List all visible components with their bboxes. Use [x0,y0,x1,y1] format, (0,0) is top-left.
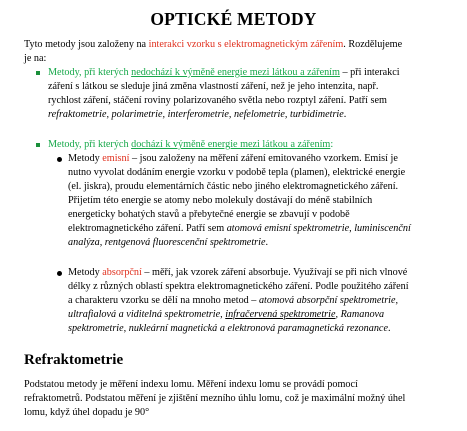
section-heading: Refraktometrie [24,352,124,368]
absorption-methods: , Ramanova [335,309,385,320]
bullet1-period: . [343,109,347,120]
emission-line-6 [68,222,411,235]
bullet1-methods: refraktometrie, polarimetrie, interferometrie, nefelometrie, turbidimetrie [48,109,344,120]
intro-line-1 [24,38,402,51]
page-title: OPTICKÉ METODY [150,9,317,29]
bullet1-line-2: záření s látkou se sleduje jiná změna vlastností záření, než je jeho intenzita, např. [48,81,379,92]
absorption-line-3 [68,294,398,307]
emission-term: emisní [102,153,130,164]
bullet2-key-phrase: dochází k výměně energie mezi látkou a zářením [131,139,331,150]
emission-line-3: (el. jiskra), proudu elementárních částic nebo jiného elektromagnetického záření. [68,181,399,192]
intro-line-2: je na: [24,53,47,64]
absorption-ir-method: infračervená spektrometrie [225,309,336,320]
absorption-text: a charakteru vzorku se dělí na mnoho metod – [68,295,259,306]
emission-text: Metody [68,153,103,164]
absorption-methods: atomová absorpční spektrometrie, [258,295,399,306]
absorption-period: . [387,323,391,334]
bullet1-line-4 [48,108,346,121]
bullet2-line-1 [48,138,333,151]
intro-text: Tyto metody jsou založeny na [24,39,149,50]
emission-methods: analýza, rentgenová fluorescenční spektrometrie [68,237,266,248]
absorption-line-1 [68,266,407,279]
bullet1-text: – při interakci [339,67,400,78]
absorption-methods: ultrafialová a viditelná spektrometrie, [68,309,226,320]
square-bullet-icon [36,143,40,147]
bullet2-colon: : [330,139,334,150]
bullet2-label: Metody, při kterých [48,139,132,150]
emission-text: – jsou založeny na měření záření emitovaného vzorkem. Emisí je [129,153,398,164]
emission-text: elektromagnetického záření. Patří sem [68,223,227,234]
emission-line-7 [68,236,268,249]
bullet1-line-3: rychlost záření, stáčení roviny polarizovaného světla nebo rozptyl záření. Patří sem [48,95,387,106]
emission-methods: atomová emisní spektrometrie, luminiscenční [226,223,411,234]
section-line-1: Podstatou metody je měření indexu lomu. Měření indexu lomu se provádí pomocí [24,379,358,390]
emission-line-4: Přijetím této energie se atomy nebo molekuly dostávají do méně stabilních [68,195,373,206]
emission-line-5: energeticky bohatých stavů a přebytečné energie se zbavují v podobě [68,209,350,220]
emission-line-2: nutno vyvolat dodáním energie vzorku v podobě tepla (plamen), elektrické energie [68,167,406,178]
absorption-line-2: délky z různých oblastí spektra elektromagnetického záření. Podle použitého záření [68,281,409,292]
emission-period: . [265,237,269,248]
square-bullet-icon [36,71,40,75]
section-line-3: lomu, když úhel dopadu je 90° [24,407,150,418]
emission-line-1 [68,152,398,165]
absorption-text: – měří, jak vzorek záření absorbuje. Využívají se při nich vlnové [141,267,408,278]
intro-text: . Rozdělujeme [343,39,403,50]
bullet1-label: Metody, při kterých [48,67,132,78]
bullet1-line-1 [48,66,400,79]
section-line-2: refraktometrů. Podstatou měření je zjištění mezního úhlu lomu, což je maximální možný úhel [24,393,406,404]
absorption-text: Metody [68,267,103,278]
absorption-term: absorpční [102,267,142,278]
intro-highlight: interakci vzorku s elektromagnetickým zářením [148,39,344,50]
round-bullet-icon [57,157,62,162]
bullet1-key-phrase: nedochází k výměně energie mezi látkou a zářením [131,67,340,78]
absorption-line-4 [68,308,384,321]
round-bullet-icon [57,271,62,276]
absorption-line-5 [68,322,391,335]
absorption-methods: spektrometrie, nukleární magnetická a elektronová paramagnetická rezonance [68,323,388,334]
